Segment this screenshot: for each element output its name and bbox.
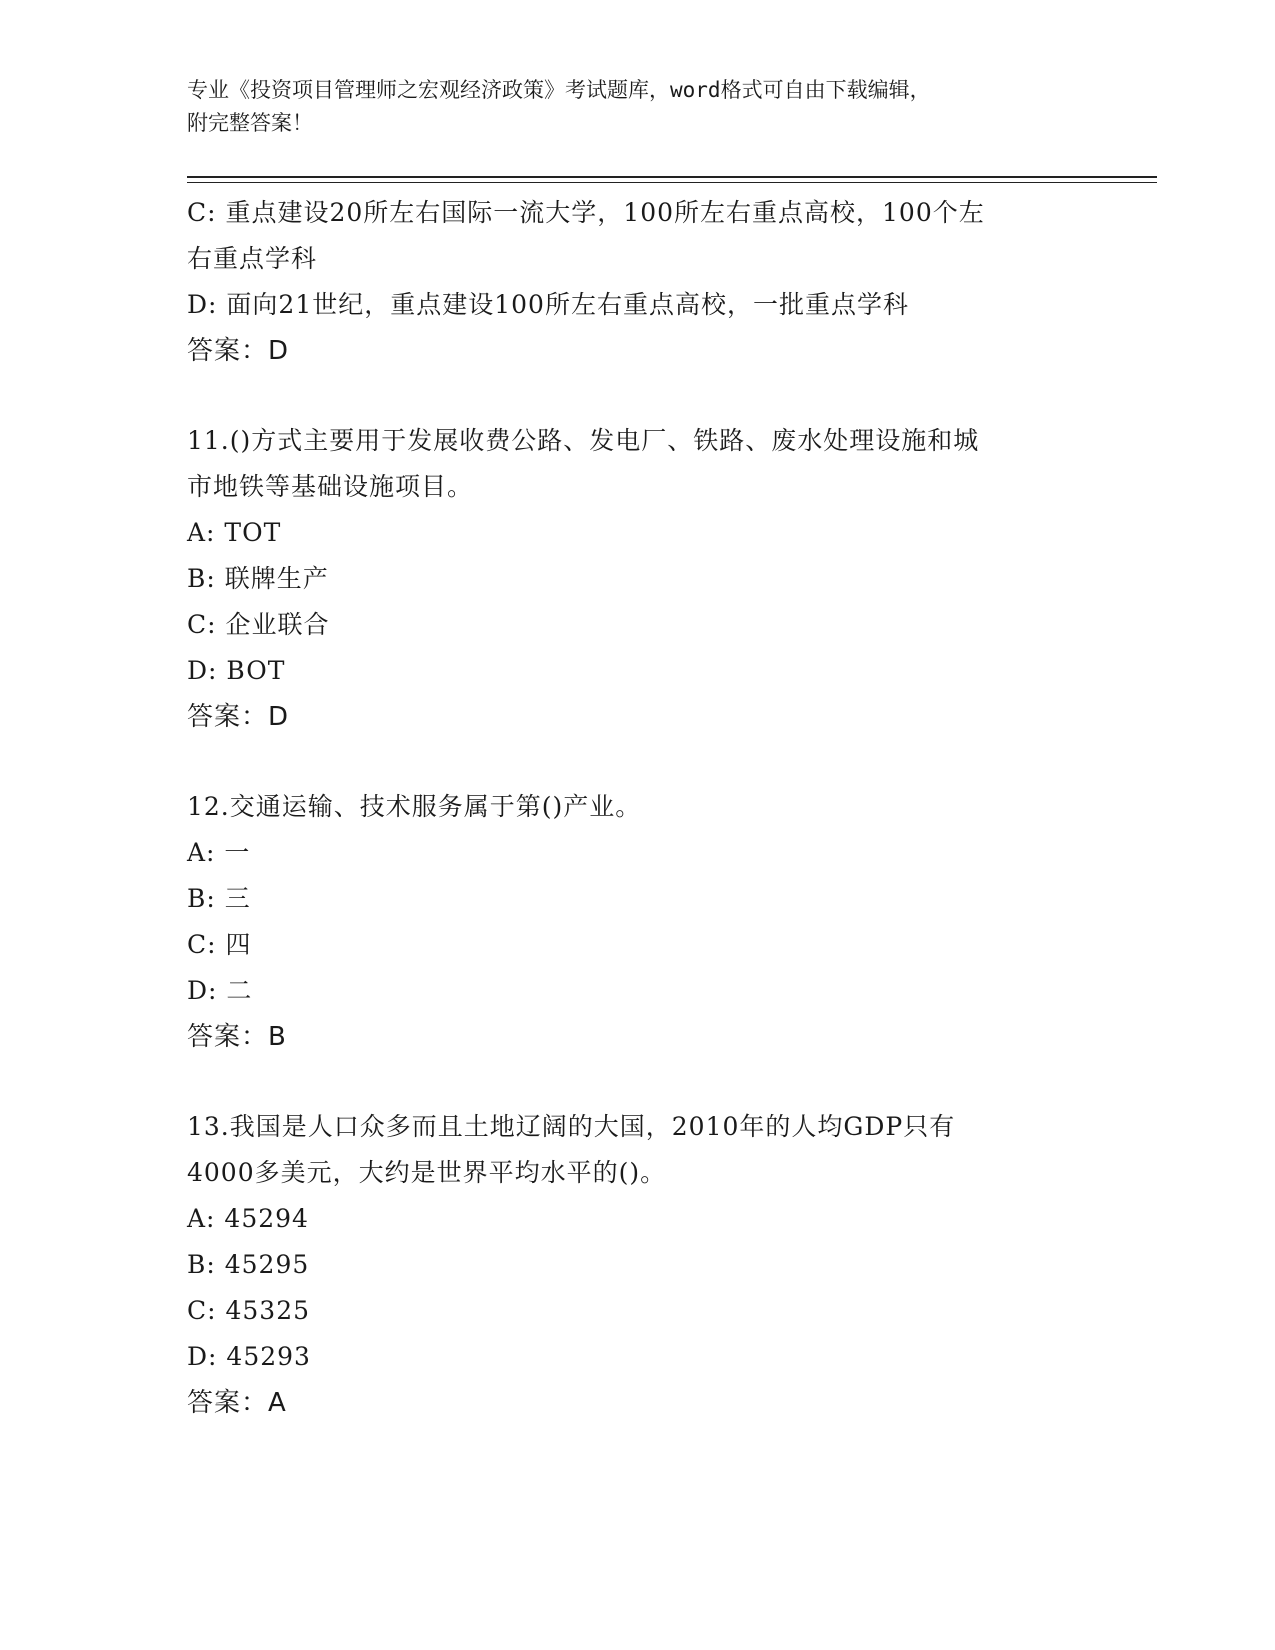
answer: 答案：D <box>187 702 290 732</box>
option-d: D: 面向21世纪，重点建设100所左右重点高校，一批重点学科 <box>187 290 909 319</box>
answer: 答案：A <box>187 1388 287 1418</box>
answer: 答案：D <box>187 336 290 366</box>
option-b: B: 联牌生产 <box>187 564 329 593</box>
spacer <box>187 740 1087 784</box>
question-10-tail <box>187 190 1087 374</box>
question-text: 12.交通运输、技术服务属于第()产业。 <box>187 792 642 821</box>
header-divider-thin <box>187 182 1157 183</box>
option-c: C: 四 <box>187 930 252 959</box>
option-d: D: BOT <box>187 656 286 685</box>
question-text: 11.()方式主要用于发展收费公路、发电厂、铁路、废水处理设施和城 <box>187 426 980 455</box>
question-text-continued: 4000多美元，大约是世界平均水平的()。 <box>187 1158 667 1187</box>
header-line-2: 附完整答案！ <box>187 111 313 135</box>
question-11 <box>187 418 1087 740</box>
document-header <box>187 74 1087 140</box>
question-text: 13.我国是人口众多而且土地辽阔的大国，2010年的人均GDP只有 <box>187 1112 956 1141</box>
question-list <box>187 190 1087 1426</box>
header-divider-thick <box>187 176 1157 178</box>
option-b: B: 45295 <box>187 1250 310 1279</box>
option-d: D: 二 <box>187 976 253 1005</box>
spacer <box>187 1060 1087 1104</box>
spacer <box>187 374 1087 418</box>
option-d: D: 45293 <box>187 1342 311 1371</box>
option-a: A: 一 <box>187 838 251 867</box>
question-12 <box>187 784 1087 1060</box>
option-c: C: 重点建设20所左右国际一流大学，100所左右重点高校，100个左 <box>187 198 985 227</box>
option-b: B: 三 <box>187 884 251 913</box>
question-13 <box>187 1104 1087 1426</box>
option-c: C: 45325 <box>187 1296 311 1325</box>
option-a: A: TOT <box>187 518 282 547</box>
option-a: A: 45294 <box>187 1204 309 1233</box>
option-c-continued: 右重点学科 <box>187 244 318 273</box>
answer: 答案：B <box>187 1022 287 1052</box>
option-c: C: 企业联合 <box>187 610 330 639</box>
question-text-continued: 市地铁等基础设施项目。 <box>187 472 474 501</box>
header-line-1: 专业《投资项目管理师之宏观经济政策》考试题库，word格式可自由下载编辑， <box>187 78 931 102</box>
